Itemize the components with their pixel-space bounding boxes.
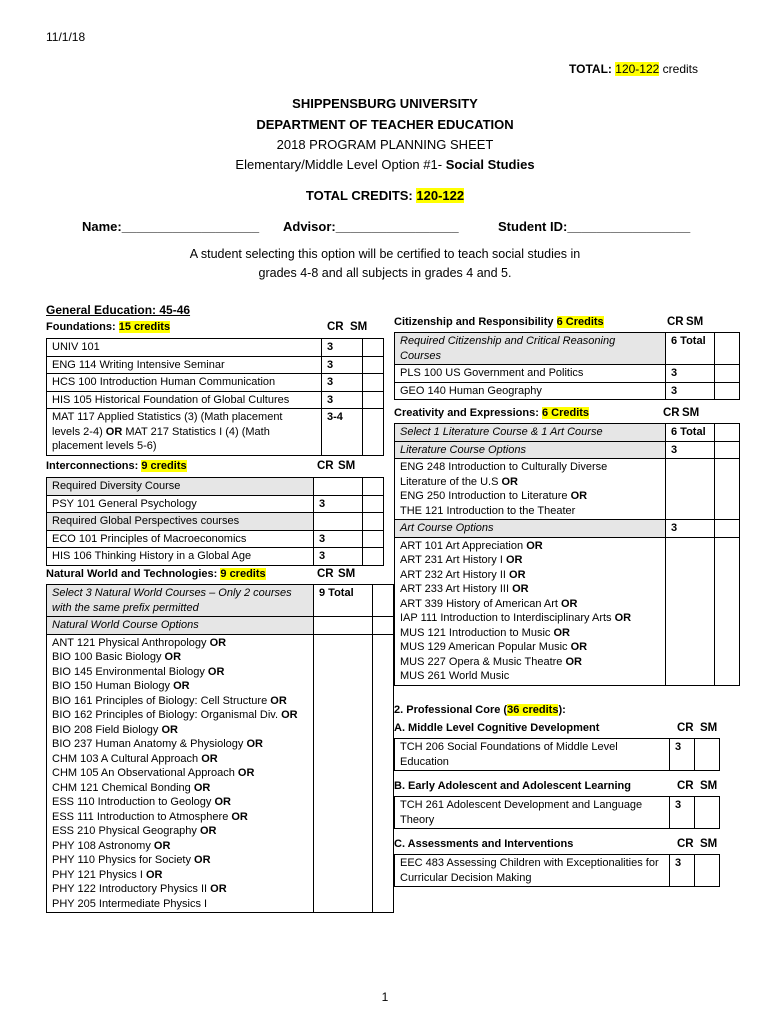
page-number: 1 <box>381 990 389 1004</box>
course-line: PLS 100 US Government and Politics <box>400 367 584 379</box>
sm-cell <box>373 617 394 635</box>
course-row <box>47 548 384 566</box>
university-title: SHIPPENSBURG UNIVERSITY <box>292 96 478 111</box>
course-cell <box>395 365 666 383</box>
course-line: ENG 248 Introduction to Culturally Diverse <box>400 461 608 473</box>
course-line: ENG 250 Introduction to Literature OR <box>400 490 588 502</box>
semester-cell[interactable] <box>363 339 384 357</box>
total-credits-heading <box>0 188 770 203</box>
creativity-rows <box>395 424 740 686</box>
citizenship-sm-header: SM <box>686 316 704 328</box>
credit-cell: 3-4 <box>322 409 363 456</box>
interconnections-rows <box>47 478 384 566</box>
credit-cell: 3 <box>666 441 715 459</box>
course-cell <box>47 513 314 531</box>
course-line: Required Citizenship and Critical Reasoning <box>400 335 616 347</box>
semester-cell[interactable] <box>715 441 740 459</box>
natural-world-select-line-2: with the same prefix permitted <box>52 601 199 614</box>
course-cell <box>47 356 322 374</box>
credit-cell: 3 <box>314 530 363 548</box>
citizenship-heading <box>394 316 604 328</box>
semester-cell[interactable] <box>363 548 384 566</box>
natural-world-course: BIO 161 Principles of Biology: Cell Structure OR <box>52 694 287 707</box>
foundations-cr-header: CR <box>327 321 344 333</box>
course-line: TCH 206 Social Foundations of Middle Level <box>400 741 618 753</box>
course-line: MAT 117 Applied Statistics (3) (Math placement <box>52 411 283 423</box>
natural-world-course-list <box>47 634 314 913</box>
professional-section-cr-header: CR <box>677 722 694 734</box>
citizenship-cr-header: CR <box>667 316 684 328</box>
credit-cell: 6 Total <box>666 333 715 365</box>
course-row <box>395 441 740 459</box>
course-row <box>47 356 384 374</box>
citizenship-rows <box>395 333 740 400</box>
credit-cell: 3 <box>322 374 363 392</box>
credit-cell: 3 <box>314 548 363 566</box>
credit-cell: 3 <box>666 382 715 400</box>
professional-core-heading <box>394 704 566 716</box>
creativity-label: Creativity and Expressions: <box>394 407 539 419</box>
course-line: Literature of the U.S OR <box>400 475 518 488</box>
semester-cell[interactable] <box>363 495 384 513</box>
semester-cell[interactable] <box>363 409 384 456</box>
semester-cell[interactable] <box>715 365 740 383</box>
course-row <box>395 739 720 771</box>
professional-section-label: C. Assessments and Interventions <box>394 838 574 850</box>
natural-world-cr-header: CR <box>317 568 334 580</box>
course-cell <box>47 409 322 456</box>
creativity-heading <box>394 407 589 419</box>
citizenship-credits: 6 Credits <box>556 316 604 328</box>
course-row <box>395 365 740 383</box>
foundations-table <box>46 338 384 456</box>
course-line: ART 233 Art History III OR <box>400 583 529 595</box>
course-cell <box>47 495 314 513</box>
semester-cell[interactable] <box>715 459 740 520</box>
option-prefix: Elementary/Middle Level Option #1- <box>235 157 443 172</box>
foundations-rows <box>47 339 384 456</box>
interconnections-table <box>46 477 384 566</box>
natural-world-course: BIO 237 Human Anatomy & Physiology OR <box>52 738 263 750</box>
professional-section-table <box>394 796 720 829</box>
natural-world-select-row <box>47 585 394 617</box>
foundations-credits: 15 credits <box>118 321 171 333</box>
course-row <box>47 495 384 513</box>
natural-world-course: ESS 210 Physical Geography OR <box>52 825 217 837</box>
interconnections-sm-header: SM <box>338 460 356 472</box>
course-line: Required Diversity Course <box>52 480 181 492</box>
course-line: placement levels 5-6) <box>52 440 157 452</box>
professional-core-prefix: 2. Professional Core ( <box>394 704 508 716</box>
course-line: MUS 121 Introduction to Music OR <box>400 626 570 639</box>
semester-cell[interactable] <box>363 478 384 496</box>
course-row <box>395 424 740 442</box>
cr-cell <box>314 617 373 635</box>
natural-world-course: PHY 205 Intermediate Physics I <box>52 897 208 910</box>
statement-line-1: A student selecting this option will be certified to teach social studies in <box>189 247 581 261</box>
option-title <box>0 157 770 172</box>
course-cell <box>47 548 314 566</box>
course-row <box>47 478 384 496</box>
course-line: Theory <box>400 813 435 826</box>
professional-section-sm-header: SM <box>700 780 718 792</box>
sheet-title: 2018 PROGRAM PLANNING SHEET <box>276 137 494 152</box>
natural-world-select-line-1: Select 3 Natural World Courses – Only 2 courses <box>52 587 292 599</box>
natural-world-course: BIO 150 Human Biology OR <box>52 680 190 692</box>
total-credits-top <box>569 62 698 76</box>
natural-world-course: PHY 110 Physics for Society OR <box>52 854 211 866</box>
foundations-label: Foundations: <box>46 321 116 333</box>
creativity-table <box>394 423 740 686</box>
natural-world-course: PHY 122 Introductory Physics II OR <box>52 883 227 895</box>
course-line: HIS 106 Thinking History in a Global Age <box>52 550 252 562</box>
course-line: ART 339 History of American Art OR <box>400 597 578 610</box>
creativity-cr-header: CR <box>663 407 680 419</box>
natural-world-credits: 9 credits <box>220 568 266 580</box>
natural-world-courses-row <box>47 634 394 913</box>
course-row <box>47 391 384 409</box>
course-line: THE 121 Introduction to the Theater <box>400 504 576 517</box>
course-line: MUS 261 World Music <box>400 670 510 682</box>
professional-section-label: A. Middle Level Cognitive Development <box>394 722 600 734</box>
course-cell <box>47 391 322 409</box>
semester-cell[interactable] <box>363 530 384 548</box>
credit-cell <box>314 513 363 531</box>
course-line: HCS 100 Introduction Human Communication <box>52 376 276 388</box>
natural-world-label: Natural World and Technologies: <box>46 568 218 580</box>
course-cell <box>395 739 670 771</box>
semester-cell[interactable] <box>695 797 720 829</box>
sm-cell <box>373 634 394 913</box>
semester-cell[interactable] <box>363 513 384 531</box>
professional-section-table <box>394 738 720 771</box>
credit-cell: 3 <box>670 739 695 771</box>
course-cell <box>395 441 666 459</box>
course-row <box>395 459 740 520</box>
course-line: MUS 129 American Popular Music OR <box>400 641 588 653</box>
natural-world-course: BIO 208 Field Biology OR <box>52 723 178 736</box>
semester-cell[interactable] <box>695 739 720 771</box>
credit-cell: 3 <box>670 855 695 887</box>
course-line: Art Course Options <box>400 522 494 534</box>
course-cell <box>395 459 666 520</box>
credit-cell: 6 Total <box>666 424 715 442</box>
general-education-title: General Education: 45-46 <box>46 303 191 317</box>
course-row <box>395 333 740 365</box>
cr-cell <box>314 634 373 913</box>
natural-world-course: ESS 110 Introduction to Geology OR <box>52 796 231 808</box>
creativity-credits: 6 Credits <box>541 407 590 419</box>
advisor-field[interactable]: Advisor:_________________ <box>283 219 459 234</box>
credit-cell: 3 <box>314 495 363 513</box>
course-line: TCH 261 Adolescent Development and Language <box>400 799 643 811</box>
course-line: ECO 101 Principles of Macroeconomics <box>52 532 247 545</box>
course-row <box>47 409 384 456</box>
course-row <box>47 339 384 357</box>
credit-cell: 3 <box>322 391 363 409</box>
course-line: MUS 227 Opera & Music Theatre OR <box>400 655 582 668</box>
course-cell <box>395 424 666 442</box>
credit-cell <box>314 478 363 496</box>
statement-line-2: grades 4-8 and all subjects in grades 4 and 5. <box>258 266 512 280</box>
citizenship-table <box>394 332 740 400</box>
course-cell <box>395 537 666 685</box>
course-line: Select 1 Literature Course & 1 Art Course <box>400 426 603 438</box>
semester-cell[interactable] <box>715 537 740 685</box>
course-cell <box>47 478 314 496</box>
natural-world-course: BIO 145 Environmental Biology OR <box>52 665 225 678</box>
semester-cell[interactable] <box>715 424 740 442</box>
course-line: HIS 105 Historical Foundation of Global Cultures <box>52 393 290 406</box>
professional-section-cr-header: CR <box>677 780 694 792</box>
course-row <box>47 374 384 392</box>
course-line: Literature Course Options <box>400 443 526 456</box>
natural-world-sm-header: SM <box>338 568 356 580</box>
professional-section-cr-header: CR <box>677 838 694 850</box>
course-line: Curricular Decision Making <box>400 871 532 884</box>
total-top-label: TOTAL: <box>569 62 612 76</box>
course-row <box>47 513 384 531</box>
total-top-value: 120-122 <box>615 62 660 76</box>
document-date: 11/1/18 <box>46 30 86 44</box>
professional-section-sm-header: SM <box>700 838 718 850</box>
department-title: DEPARTMENT OF TEACHER EDUCATION <box>256 117 514 132</box>
course-cell <box>47 374 322 392</box>
natural-world-course: PHY 108 Astronomy OR <box>52 839 171 852</box>
professional-section-label: B. Early Adolescent and Adolescent Learning <box>394 780 631 792</box>
natural-world-course: CHM 121 Chemical Bonding OR <box>52 781 211 794</box>
course-line: Courses <box>400 349 441 362</box>
course-line: GEO 140 Human Geography <box>400 384 542 397</box>
total-top-unit: credits <box>662 62 698 76</box>
course-row <box>395 382 740 400</box>
natural-world-course: ANT 121 Physical Anthropology OR <box>52 636 227 649</box>
total-credits-label: TOTAL CREDITS: <box>305 188 413 203</box>
semester-cell[interactable] <box>363 356 384 374</box>
professional-section-sm-header: SM <box>700 722 718 734</box>
citizenship-label: Citizenship and Responsibility <box>394 316 554 328</box>
semester-cell[interactable] <box>715 520 740 538</box>
credit-cell: 3 <box>666 365 715 383</box>
natural-world-select-cr: 9 Total <box>314 585 373 617</box>
natural-world-select-note <box>47 585 314 617</box>
interconnections-heading <box>46 460 187 472</box>
course-line: Education <box>400 755 449 768</box>
credit-cell: 3 <box>670 797 695 829</box>
student-id-field[interactable]: Student ID:_________________ <box>498 219 691 234</box>
interconnections-cr-header: CR <box>317 460 334 472</box>
course-cell <box>47 339 322 357</box>
interconnections-credits: 9 credits <box>141 460 187 472</box>
foundations-heading <box>46 321 170 333</box>
natural-world-table <box>46 584 394 913</box>
natural-world-course: BIO 162 Principles of Biology: Organismal Div. OR <box>52 709 298 721</box>
course-cell <box>395 520 666 538</box>
credit-cell: 3 <box>666 520 715 538</box>
professional-core-credits: 36 credits <box>507 704 559 716</box>
course-row <box>395 537 740 685</box>
course-line: PSY 101 General Psychology <box>52 497 197 510</box>
total-credits-value: 120-122 <box>416 188 465 203</box>
sm-cell <box>373 585 394 617</box>
course-row <box>395 855 720 887</box>
course-line: Required Global Perspectives courses <box>52 515 240 527</box>
semester-cell[interactable] <box>695 855 720 887</box>
course-line: EEC 483 Assessing Children with Exceptionalities for <box>400 857 659 869</box>
creativity-sm-header: SM <box>682 407 700 419</box>
course-cell <box>395 382 666 400</box>
course-row <box>395 797 720 829</box>
course-line: ART 232 Art History II OR <box>400 568 526 581</box>
professional-section-table <box>394 854 720 887</box>
credit-cell: 3 <box>322 339 363 357</box>
course-line: levels 2-4) OR MAT 217 Statistics I (4) (Math <box>52 425 270 438</box>
course-cell <box>395 333 666 365</box>
credit-cell: 3 <box>322 356 363 374</box>
course-row <box>47 530 384 548</box>
name-field[interactable]: Name:___________________ <box>82 219 260 234</box>
natural-world-course: CHM 103 A Cultural Approach OR <box>52 752 218 765</box>
course-cell <box>47 530 314 548</box>
natural-world-options-row <box>47 617 394 635</box>
course-line: ART 101 Art Appreciation OR <box>400 539 543 552</box>
course-line: ART 231 Art History I OR <box>400 554 523 566</box>
course-line: UNIV 101 <box>52 341 100 353</box>
credit-cell <box>666 537 715 685</box>
semester-cell[interactable] <box>715 382 740 400</box>
course-line: ENG 114 Writing Intensive Seminar <box>52 358 225 371</box>
course-line: IAP 111 Introduction to Interdisciplinary Arts OR <box>400 612 632 624</box>
semester-cell[interactable] <box>363 391 384 409</box>
interconnections-label: Interconnections: <box>46 460 139 472</box>
natural-world-course: ESS 111 Introduction to Atmosphere OR <box>52 810 248 823</box>
semester-cell[interactable] <box>715 333 740 365</box>
professional-core-suffix: ): <box>558 704 566 716</box>
semester-cell[interactable] <box>363 374 384 392</box>
natural-world-course: PHY 121 Physics I OR <box>52 868 163 881</box>
natural-world-course: BIO 100 Basic Biology OR <box>52 651 182 663</box>
foundations-sm-header: SM <box>350 321 368 333</box>
credit-cell <box>666 459 715 520</box>
natural-world-options-label: Natural World Course Options <box>47 617 314 635</box>
option-name: Social Studies <box>445 157 535 172</box>
natural-world-course: CHM 105 An Observational Approach OR <box>52 767 255 779</box>
course-cell <box>395 797 670 829</box>
natural-world-heading <box>46 568 266 580</box>
course-cell <box>395 855 670 887</box>
course-row <box>395 520 740 538</box>
